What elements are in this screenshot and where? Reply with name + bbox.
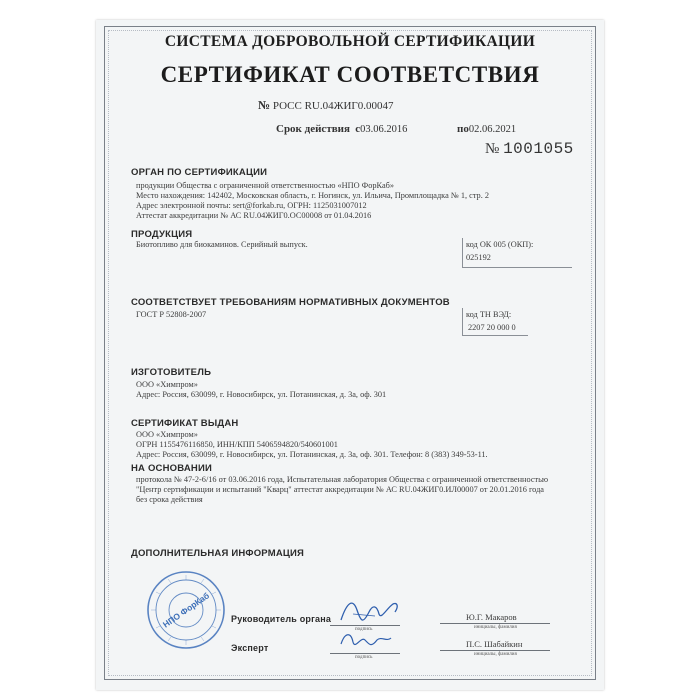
expert-name-caption: инициалы, фамилия [474,652,517,657]
seal-center-text: НПО ФорКаб [160,590,212,630]
product-code-value: 025192 [466,253,491,262]
validity-period [276,123,407,135]
validity-to-label: по [457,123,469,135]
expert-signature-caption: подпись [355,655,373,660]
tnved-code-label: код ТН ВЭД: [466,310,512,319]
tnved-code-value: 2207 20 000 0 [468,323,516,332]
reg-number-sign: № [258,98,271,112]
validity-to-date: 02.06.2021 [468,124,517,135]
basis-line: "Центр сертификации и испытаний "Кварц" аттестат аккредитации № АС RU.04ЖИГ0.ИЛ00007 от 20.01.2016 года [136,485,544,494]
head-signature [335,594,405,628]
head-name-caption: инициалы, фамилия [474,625,517,630]
organ-line: Адрес электронной почты: sert@forkab.ru, ОГРН: 1125031007012 [136,201,367,210]
organ-seal [146,570,226,650]
head-signature-caption: подпись [355,627,373,632]
conforms-heading: СООТВЕТСТВУЕТ ТРЕБОВАНИЯМ НОРМАТИВНЫХ ДОКУМЕНТОВ [131,297,450,308]
form-number-sign: № [485,141,500,157]
organ-line: Аттестат аккредитации № АС RU.04ЖИГ0.ОС00008 от 01.04.2016 [136,211,372,220]
issued-line: ООО «Химпром» [136,430,198,439]
organ-heading: ОРГАН ПО СЕРТИФИКАЦИИ [131,167,268,178]
expert-name: П.С. Шабайкин [466,639,523,649]
issued-line: Адрес: Россия, 630099, г. Новосибирск, ул. Потанинская, д. 3а, оф. 301. Телефон: 8 (383) 349-53-11. [136,450,488,459]
manufacturer-line: Адрес: Россия, 630099, г. Новосибирск, ул. Потанинская, д. 3а, оф. 301 [136,390,387,399]
head-of-organ-label: Руководитель органа [231,614,332,624]
head-name: Ю.Г. Макаров [466,612,517,622]
additional-info-heading: ДОПОЛНИТЕЛЬНАЯ ИНФОРМАЦИЯ [131,548,305,559]
organ-line: продукции Общества с ограниченной ответственностью «НПО ФорКаб» [136,181,395,190]
issued-heading: СЕРТИФИКАТ ВЫДАН [131,418,239,429]
expert-signature-line [330,653,400,654]
form-number [485,140,574,158]
basis-heading: НА ОСНОВАНИИ [131,463,213,474]
product-line: Биотопливо для биокаминов. Серийный выпуск. [136,240,308,249]
manufacturer-line: ООО «Химпром» [136,380,198,389]
form-number-value: 1001055 [503,140,574,158]
reg-number-value: РОСС RU.04ЖИГ0.00047 [272,100,394,112]
validity-from-date: 03.06.2016 [360,124,408,135]
system-title: СИСТЕМА ДОБРОВОЛЬНОЙ СЕРТИФИКАЦИИ [164,33,536,50]
validity-to [457,123,516,135]
basis-line: протокола № 47-2-6/16 от 03.06.2016 года, Испытательная лаборатория Общества с ограниченной ответственностью [136,475,549,484]
product-heading: ПРОДУКЦИЯ [131,229,193,240]
organ-line: Место нахождения: 142402, Московская область, г. Ногинск, ул. Ильича, Промплощадка № 1, стр. 2 [136,191,489,200]
validity-from-label: с [355,123,361,135]
conforms-line: ГОСТ Р 52808-2007 [136,310,207,319]
basis-line: без срока действия [136,495,203,504]
issued-line: ОГРН 1155476116850, ИНН/КПП 5406594820/540601001 [136,440,338,449]
manufacturer-heading: ИЗГОТОВИТЕЛЬ [131,367,212,378]
expert-label: Эксперт [231,643,269,653]
document-title: СЕРТИФИКАТ СООТВЕТСТВИЯ [160,62,540,87]
registration-number [258,98,394,113]
expert-name-line [440,650,550,651]
validity-label: Срок действия [276,123,350,135]
product-code-label: код ОК 005 (ОКП): [466,240,534,249]
head-name-line [440,623,550,624]
head-signature-line [330,625,400,626]
